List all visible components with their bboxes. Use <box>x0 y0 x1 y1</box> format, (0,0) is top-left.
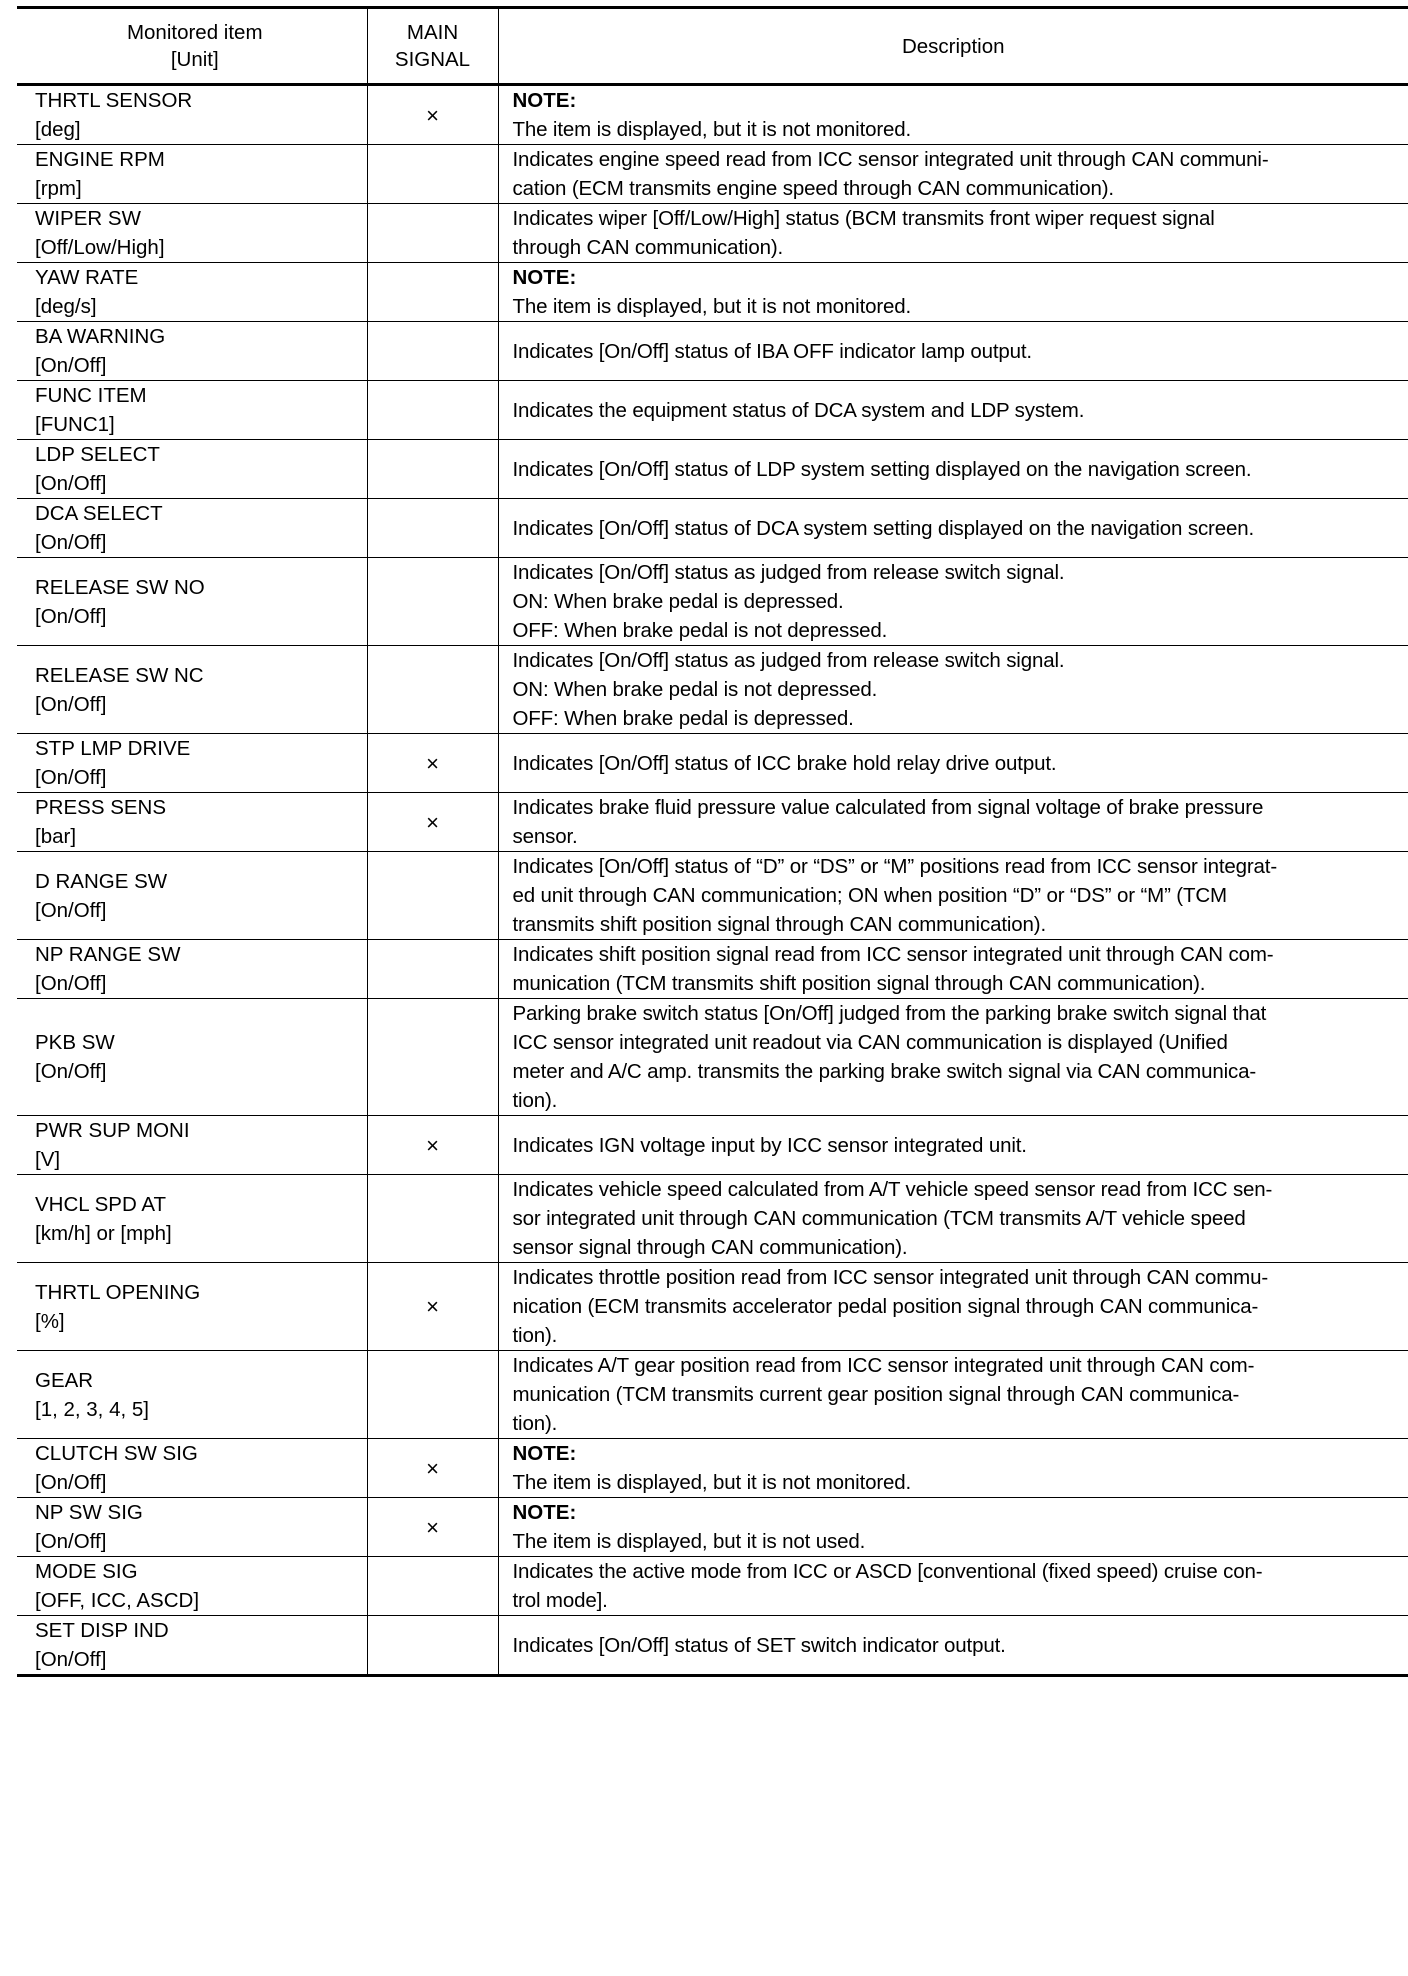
main-signal-cell <box>367 940 498 999</box>
description-line: The item is displayed, but it is not monitored. <box>512 295 912 318</box>
monitored-item-cell <box>17 1557 367 1616</box>
monitored-item-cell <box>17 145 367 204</box>
note-label: NOTE: <box>512 1442 577 1465</box>
table-row <box>17 793 1408 852</box>
item-unit: [On/Off] <box>35 1471 107 1494</box>
table-row <box>17 1557 1408 1616</box>
note-label: NOTE: <box>512 1501 577 1524</box>
item-unit: [deg] <box>35 118 81 141</box>
description-line: ON: When brake pedal is not depressed. <box>512 678 878 701</box>
item-unit: [deg/s] <box>35 295 97 318</box>
item-name: ENGINE RPM <box>35 148 165 171</box>
monitor-items-sheet <box>17 6 1408 1677</box>
description-cell <box>498 322 1408 381</box>
monitored-item-cell <box>17 999 367 1116</box>
item-name: PWR SUP MONI <box>35 1119 190 1142</box>
main-signal-cell <box>367 1616 498 1676</box>
main-signal-cell <box>367 793 498 852</box>
description-line: Indicates [On/Off] status of IBA OFF indicator lamp output. <box>512 339 1032 363</box>
description-cell <box>498 145 1408 204</box>
monitored-item-cell <box>17 852 367 940</box>
description-cell <box>498 381 1408 440</box>
main-signal-cell <box>367 558 498 646</box>
table-row <box>17 499 1408 558</box>
monitored-item-cell <box>17 1439 367 1498</box>
description-cell <box>498 940 1408 999</box>
table-row <box>17 1351 1408 1439</box>
item-name: THRTL OPENING <box>35 1280 201 1304</box>
description-line: cation (ECM transmits engine speed through CAN communication). <box>512 177 1114 200</box>
description-line: tion). <box>512 1089 558 1112</box>
monitored-item-cell <box>17 1263 367 1351</box>
description-line: munication (TCM transmits current gear position signal through CAN communica- <box>512 1383 1240 1406</box>
monitored-item-cell <box>17 793 367 852</box>
item-unit: [On/Off] <box>35 354 107 377</box>
monitored-item-cell <box>17 322 367 381</box>
monitored-item-cell <box>17 85 367 145</box>
note-label: NOTE: <box>512 89 577 112</box>
main-signal-cell <box>367 204 498 263</box>
description-line: Indicates [On/Off] status of “D” or “DS” or “M” positions read from ICC sensor integrat- <box>512 855 1278 878</box>
table-row <box>17 440 1408 499</box>
description-cell <box>498 558 1408 646</box>
header-signal-label: SIGNAL <box>394 48 471 71</box>
main-signal-mark: × <box>426 102 439 128</box>
item-name: FUNC ITEM <box>35 384 147 407</box>
item-name: RELEASE SW NC <box>35 663 204 687</box>
description-line: Indicates [On/Off] status as judged from release switch signal. <box>512 649 1065 672</box>
item-name: MODE SIG <box>35 1560 138 1583</box>
description-line: ICC sensor integrated unit readout via CAN communication is displayed (Unified <box>512 1031 1228 1054</box>
main-signal-cell <box>367 145 498 204</box>
item-name: PRESS SENS <box>35 796 167 819</box>
table-row <box>17 999 1408 1116</box>
description-line: Indicates throttle position read from ICC sensor integrated unit through CAN commu- <box>512 1266 1269 1289</box>
description-line: Indicates engine speed read from ICC sensor integrated unit through CAN communi- <box>512 148 1269 171</box>
description-line: ON: When brake pedal is depressed. <box>512 590 844 613</box>
main-signal-cell <box>367 499 498 558</box>
description-cell <box>498 263 1408 322</box>
description-line: nication (ECM transmits accelerator pedal position signal through CAN communica- <box>512 1295 1259 1318</box>
description-cell <box>498 793 1408 852</box>
header-monitored-item <box>17 8 367 85</box>
main-signal-mark: × <box>426 1514 439 1540</box>
table-row <box>17 646 1408 734</box>
table-row <box>17 558 1408 646</box>
monitored-item-cell <box>17 263 367 322</box>
description-line: Indicates the active mode from ICC or ASCD [conventional (fixed speed) cruise con- <box>512 1560 1263 1583</box>
note-label: NOTE: <box>512 266 577 289</box>
description-cell <box>498 852 1408 940</box>
item-unit: [V] <box>35 1148 61 1171</box>
description-line: Indicates [On/Off] status of DCA system setting displayed on the navigation screen. <box>512 516 1255 540</box>
table-row <box>17 145 1408 204</box>
item-unit: [bar] <box>35 825 77 848</box>
main-signal-cell <box>367 263 498 322</box>
description-cell <box>498 1175 1408 1263</box>
main-signal-cell <box>367 1175 498 1263</box>
item-unit: [On/Off] <box>35 531 107 554</box>
item-unit: [On/Off] <box>35 604 107 628</box>
item-name: CLUTCH SW SIG <box>35 1442 198 1465</box>
main-signal-cell <box>367 1439 498 1498</box>
description-line: ed unit through CAN communication; ON when position “D” or “DS” or “M” (TCM <box>512 884 1227 907</box>
description-cell <box>498 499 1408 558</box>
description-line: Indicates vehicle speed calculated from A/T vehicle speed sensor read from ICC sen- <box>512 1178 1273 1201</box>
monitored-item-cell <box>17 1116 367 1175</box>
table-row <box>17 263 1408 322</box>
description-line: Indicates the equipment status of DCA system and LDP system. <box>512 398 1085 422</box>
table-row <box>17 734 1408 793</box>
monitored-item-cell <box>17 204 367 263</box>
description-line: sensor signal through CAN communication). <box>512 1236 908 1259</box>
main-signal-cell <box>367 440 498 499</box>
description-cell <box>498 734 1408 793</box>
item-unit: [%] <box>35 1309 65 1333</box>
monitored-item-cell <box>17 499 367 558</box>
description-line: Indicates shift position signal read from ICC sensor integrated unit through CAN com- <box>512 943 1274 966</box>
main-signal-cell <box>367 646 498 734</box>
description-cell <box>498 1439 1408 1498</box>
description-cell <box>498 646 1408 734</box>
header-monitored-item-label: Monitored item <box>126 21 263 44</box>
monitored-item-cell <box>17 381 367 440</box>
description-cell <box>498 440 1408 499</box>
description-line: Indicates [On/Off] status of ICC brake hold relay drive output. <box>512 751 1057 775</box>
item-name: WIPER SW <box>35 207 141 230</box>
description-cell <box>498 1616 1408 1676</box>
item-name: THRTL SENSOR <box>35 89 193 112</box>
description-line: sor integrated unit through CAN communication (TCM transmits A/T vehicle speed <box>512 1207 1246 1230</box>
item-unit: [On/Off] <box>35 692 107 716</box>
description-cell <box>498 204 1408 263</box>
item-unit: [Off/Low/High] <box>35 236 165 259</box>
table-row <box>17 852 1408 940</box>
main-signal-cell <box>367 734 498 793</box>
item-unit: [km/h] or [mph] <box>35 1221 172 1245</box>
table-row <box>17 1263 1408 1351</box>
description-line: sensor. <box>512 825 578 848</box>
table-row <box>17 204 1408 263</box>
description-line: tion). <box>512 1324 558 1347</box>
monitor-items-table <box>17 6 1408 1677</box>
description-line: meter and A/C amp. transmits the parking brake switch signal via CAN communica- <box>512 1060 1257 1083</box>
main-signal-mark: × <box>426 1294 439 1319</box>
item-name: BA WARNING <box>35 325 166 348</box>
item-name: GEAR <box>35 1368 94 1392</box>
description-line: OFF: When brake pedal is not depressed. <box>512 619 888 642</box>
main-signal-cell <box>367 85 498 145</box>
item-name: DCA SELECT <box>35 502 163 525</box>
item-name: YAW RATE <box>35 266 139 289</box>
item-name: VHCL SPD AT <box>35 1192 167 1216</box>
header-main-label: MAIN <box>406 21 459 44</box>
main-signal-cell <box>367 1351 498 1439</box>
table-header-row <box>17 8 1408 85</box>
description-line: The item is displayed, but it is not monitored. <box>512 118 912 141</box>
item-name: NP RANGE SW <box>35 943 181 966</box>
description-cell <box>498 999 1408 1116</box>
main-signal-cell <box>367 322 498 381</box>
item-name: SET DISP IND <box>35 1619 169 1642</box>
header-description <box>498 8 1408 85</box>
item-unit: [On/Off] <box>35 898 107 922</box>
table-row <box>17 1116 1408 1175</box>
monitored-item-cell <box>17 1175 367 1263</box>
monitored-item-cell <box>17 734 367 793</box>
item-unit: [On/Off] <box>35 1648 107 1671</box>
item-unit: [On/Off] <box>35 766 107 789</box>
description-line: Indicates A/T gear position read from ICC sensor integrated unit through CAN com- <box>512 1354 1255 1377</box>
monitored-item-cell <box>17 1351 367 1439</box>
monitored-item-cell <box>17 1498 367 1557</box>
main-signal-mark: × <box>426 1132 439 1158</box>
monitored-item-cell <box>17 440 367 499</box>
header-unit-label: [Unit] <box>170 48 219 71</box>
item-name: PKB SW <box>35 1031 115 1054</box>
main-signal-mark: × <box>426 809 439 835</box>
description-cell <box>498 1263 1408 1351</box>
item-unit: [1, 2, 3, 4, 5] <box>35 1397 149 1421</box>
description-line: munication (TCM transmits shift position signal through CAN communication). <box>512 972 1206 995</box>
table-row <box>17 1175 1408 1263</box>
description-line: Indicates [On/Off] status of LDP system setting displayed on the navigation screen. <box>512 457 1252 481</box>
description-line: Parking brake switch status [On/Off] judged from the parking brake switch signal that <box>512 1002 1267 1025</box>
description-cell <box>498 1351 1408 1439</box>
item-unit: [FUNC1] <box>35 413 115 436</box>
description-line: trol mode]. <box>512 1589 608 1612</box>
main-signal-mark: × <box>426 750 439 776</box>
main-signal-cell <box>367 1557 498 1616</box>
main-signal-cell <box>367 852 498 940</box>
description-line: Indicates [On/Off] status of SET switch indicator output. <box>512 1633 1006 1657</box>
item-unit: [On/Off] <box>35 972 107 995</box>
description-line: Indicates IGN voltage input by ICC sensor integrated unit. <box>512 1133 1027 1157</box>
table-row <box>17 322 1408 381</box>
main-signal-cell <box>367 381 498 440</box>
description-line: The item is displayed, but it is not monitored. <box>512 1471 912 1494</box>
description-cell <box>498 85 1408 145</box>
description-line: Indicates [On/Off] status as judged from release switch signal. <box>512 561 1065 584</box>
description-line: Indicates brake fluid pressure value calculated from signal voltage of brake pressure <box>512 796 1264 819</box>
table-row <box>17 1616 1408 1676</box>
main-signal-cell <box>367 1116 498 1175</box>
header-main-signal <box>367 8 498 85</box>
main-signal-cell <box>367 1498 498 1557</box>
description-cell <box>498 1557 1408 1616</box>
monitored-item-cell <box>17 646 367 734</box>
description-line: OFF: When brake pedal is depressed. <box>512 707 854 730</box>
description-line: tion). <box>512 1412 558 1435</box>
item-unit: [rpm] <box>35 177 82 200</box>
header-description-label: Description <box>901 34 1005 58</box>
table-row <box>17 85 1408 145</box>
table-row <box>17 381 1408 440</box>
description-line: The item is displayed, but it is not used. <box>512 1530 866 1553</box>
item-name: STP LMP DRIVE <box>35 737 191 760</box>
main-signal-cell <box>367 999 498 1116</box>
table-row <box>17 1439 1408 1498</box>
item-name: LDP SELECT <box>35 443 160 466</box>
main-signal-cell <box>367 1263 498 1351</box>
description-line: Indicates wiper [Off/Low/High] status (BCM transmits front wiper request signal <box>512 207 1215 230</box>
item-unit: [On/Off] <box>35 1060 107 1083</box>
item-unit: [On/Off] <box>35 472 107 495</box>
description-line: transmits shift position signal through CAN communication). <box>512 913 1046 936</box>
item-unit: [OFF, ICC, ASCD] <box>35 1589 200 1612</box>
monitored-item-cell <box>17 1616 367 1676</box>
monitored-item-cell <box>17 940 367 999</box>
table-row <box>17 1498 1408 1557</box>
description-cell <box>498 1116 1408 1175</box>
item-name: NP SW SIG <box>35 1501 143 1524</box>
item-name: RELEASE SW NO <box>35 575 205 599</box>
item-name: D RANGE SW <box>35 869 168 893</box>
main-signal-mark: × <box>426 1455 439 1481</box>
table-row <box>17 940 1408 999</box>
description-cell <box>498 1498 1408 1557</box>
item-unit: [On/Off] <box>35 1530 107 1553</box>
monitored-item-cell <box>17 558 367 646</box>
description-line: through CAN communication). <box>512 236 784 259</box>
